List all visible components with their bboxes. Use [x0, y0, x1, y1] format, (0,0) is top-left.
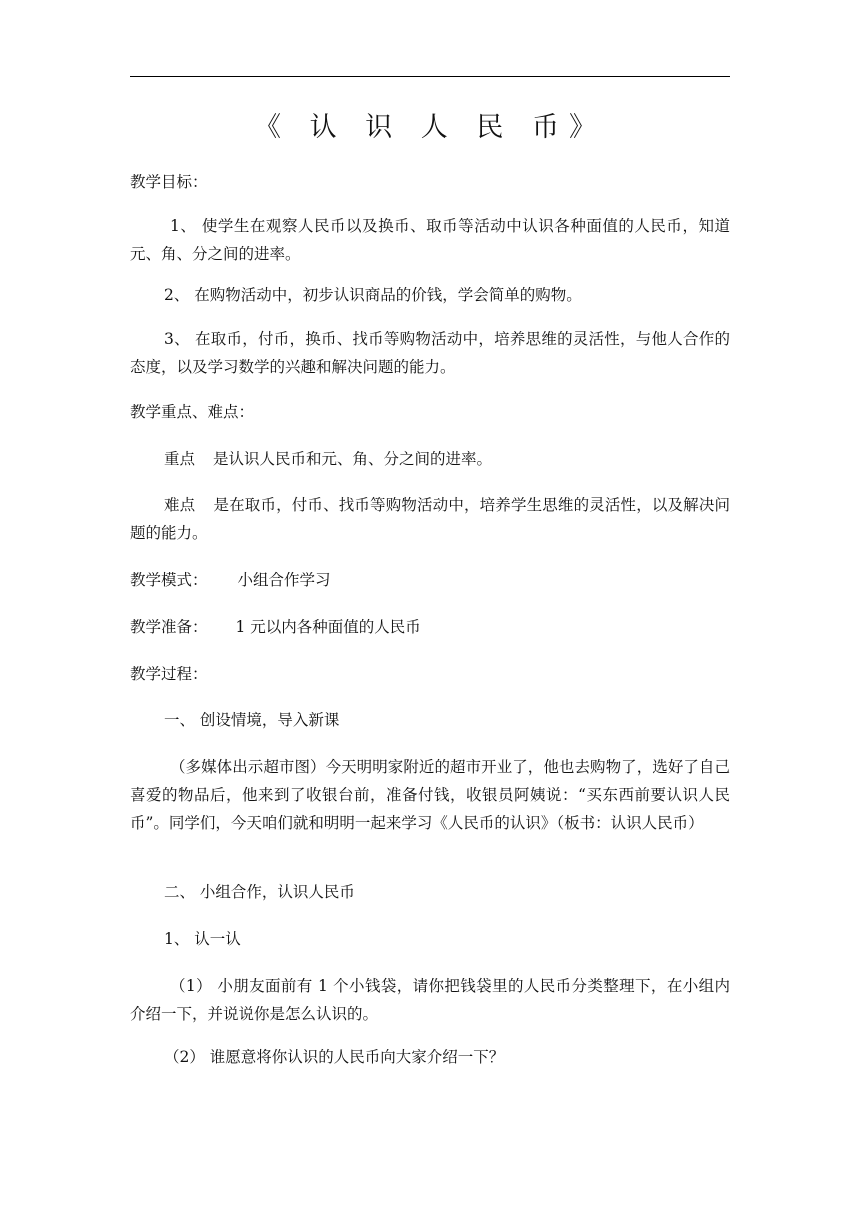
objective-3: 3、 在取币，付币，换币、找币等购物活动中，培养思维的灵活性，与他人合作的态度，以及学习数学的兴趣和解决问题的能力。: [130, 330, 730, 376]
item-1: （1） 小朋友面前有 1 个小钱袋，请你把钱袋里的人民币分类整理下，在小组内介绍一下，并说说你是怎么认识的。: [130, 977, 730, 1023]
difficulty-label: 难点: [164, 496, 196, 514]
section-1-heading: 一、 创设情境，导入新课: [164, 711, 340, 729]
mode-label: 教学模式：: [130, 571, 208, 589]
difficulty-line: [130, 491, 730, 547]
prep-label: 教学准备：: [130, 618, 208, 636]
keypoint-label: 重点: [164, 450, 196, 468]
document-title: 《 认 识 人 民 币》: [254, 112, 606, 143]
prep-value: 1 元以内各种面值的人民币: [235, 618, 421, 636]
item-2: （2） 谁愿意将你认识的人民币向大家介绍一下？: [164, 1048, 505, 1066]
keypoint-line: [130, 445, 730, 473]
section-1-body: （多媒体出示超市图）今天明明家附近的超市开业了，他也去购物了，选好了自己喜爱的物品后，他来到了收银台前，准备付钱，收银员阿姨说：“买东西前要认识人民币”。同学们，今天咱们就和明明一起来学习《人民币的认识》（板书：认识人民币）: [130, 758, 730, 832]
objectives-heading: 教学目标：: [130, 173, 208, 191]
mode-value: 小组合作学习: [237, 571, 331, 589]
process-heading: 教学过程：: [130, 665, 208, 683]
step-1-heading: 1、 认一认: [164, 930, 241, 948]
keypoint-text: 是认识人民币和元、角、分之间的进率。: [213, 450, 493, 468]
prep-line: [130, 613, 730, 641]
objective-2: 2、 在购物活动中，初步认识商品的价钱，学会简单的购物。: [164, 286, 582, 304]
mode-line: [130, 566, 730, 594]
section-2-heading: 二、 小组合作，认识人民币: [164, 883, 355, 901]
keypoints-heading: 教学重点、难点：: [130, 403, 255, 421]
difficulty-text: 是在取币，付币、找币等购物活动中，培养学生思维的灵活性，以及解决问题的能力。: [130, 496, 730, 542]
objective-1: 1、 使学生在观察人民币以及换币、取币等活动中认识各种面值的人民币，知道元、角、分之间的进率。: [130, 217, 730, 263]
header-rule: [130, 76, 730, 77]
